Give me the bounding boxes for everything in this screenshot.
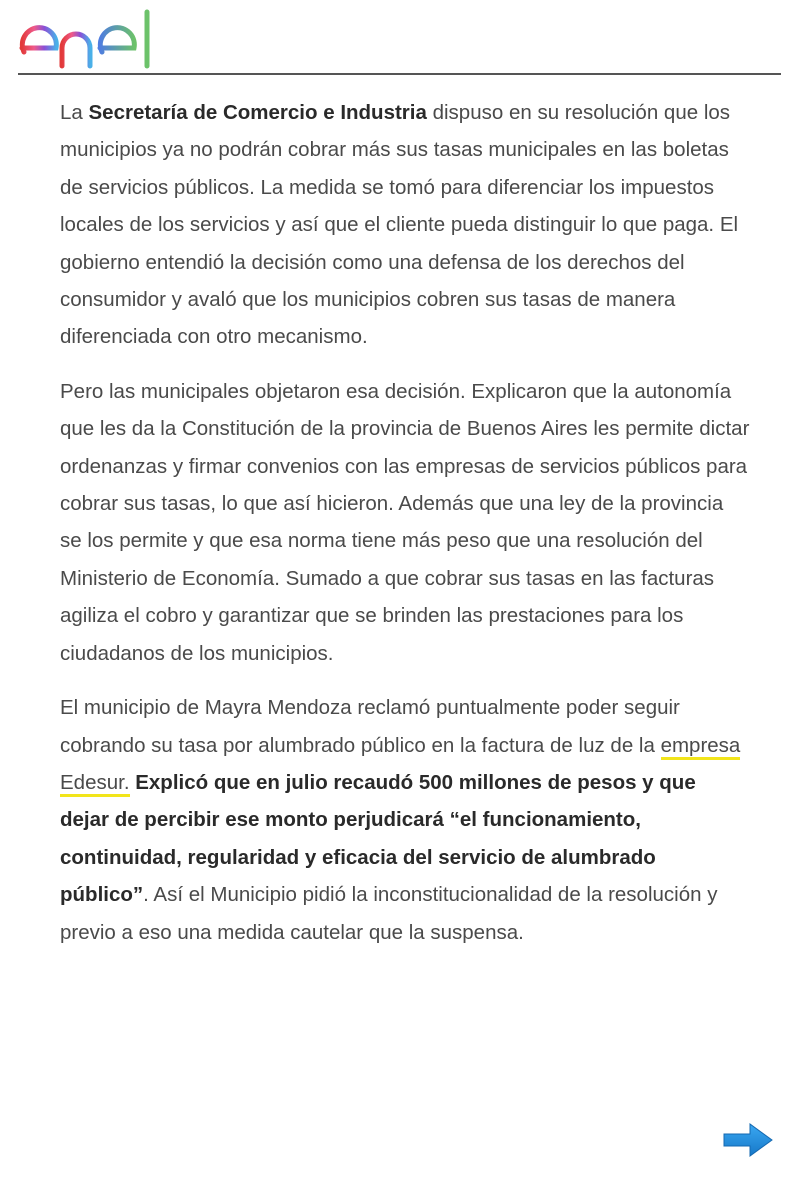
arrow-right-icon	[721, 1120, 775, 1160]
bold-text: Explicó que en julio recaudó 500 millones de pesos y que dejar de percibir ese monto perjudicará “el funcionamiento, continuidad, regularidad y eficacia del servicio de alumbrado público”	[60, 770, 696, 907]
article-body	[60, 94, 750, 968]
paragraph-1	[60, 94, 750, 356]
paragraph-text: La	[60, 101, 89, 124]
page-header	[0, 0, 800, 76]
enel-logo[interactable]	[16, 8, 178, 70]
paragraph-3	[60, 689, 750, 951]
paragraph-text: . Así el Municipio pidió la inconstitucionalidad de la resolución y previo a eso una medida cautelar que la suspensa.	[60, 883, 718, 944]
bold-text: Secretaría de Comercio e Industria	[88, 101, 427, 124]
enel-logo-graphic	[16, 8, 178, 70]
header-divider	[18, 73, 781, 75]
paragraph-text: El municipio de Mayra Mendoza reclamó puntualmente poder seguir cobrando su tasa por alumbrado público en la factura de luz de la	[60, 696, 680, 757]
edesur-link[interactable]: empresa Edesur.	[60, 734, 740, 797]
paragraph-2: Pero las municipales objetaron esa decisión. Explicaron que la autonomía que les da la Constitución de la provincia de Buenos Aires les permite dictar ordenanzas y firmar convenios con las empresas de servicios públicos para cobrar sus tasas, lo que así hicieron. Además que una ley de la provincia se los permite y que esa norma tiene más peso que una resolución del Ministerio de Economía. Sumado a que cobrar sus tasas en las facturas agiliza el cobro y garantizar que se brinden las prestaciones para los ciudadanos de los municipios.	[60, 379, 750, 665]
next-page-button[interactable]	[721, 1120, 775, 1160]
paragraph-text: dispuso en su resolución que los municipios ya no podrán cobrar más sus tasas municipales en las boletas de servicios públicos. La medida se tomó para diferenciar los impuestos locales de los servicios y así que el cliente pueda distinguir lo que paga. El gobierno entendió la decisión como una defensa de los derechos del consumidor y avaló que los municipios cobren sus tasas de manera diferenciada con otro mecanismo.	[60, 101, 739, 349]
